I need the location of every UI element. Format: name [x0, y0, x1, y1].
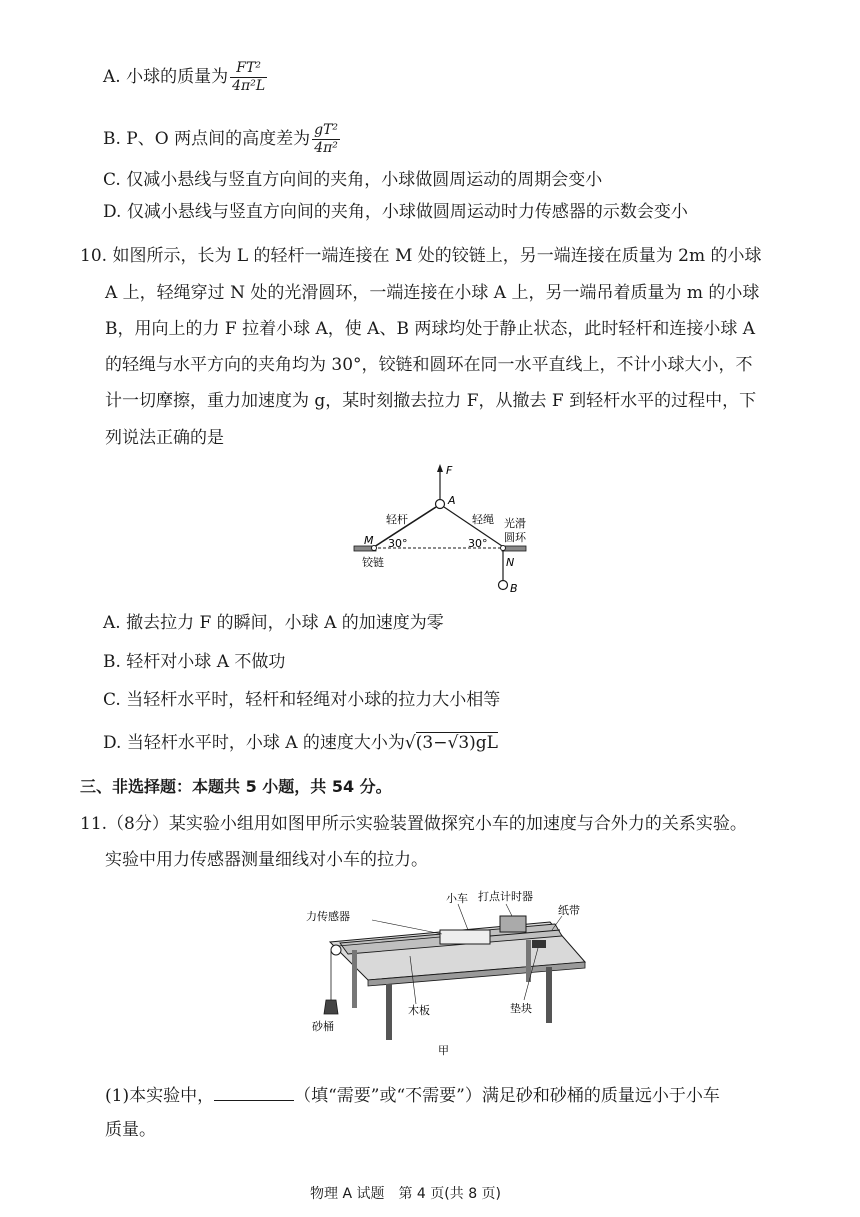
label-f: F	[446, 464, 453, 477]
q9-option-b-text: B. P、O 两点间的高度差为	[103, 129, 311, 149]
support-block	[532, 940, 546, 948]
q11-stem-line-2: 实验中用力传感器测量细线对小车的拉力。	[105, 850, 428, 870]
q10-stem-line-2: A 上，轻绳穿过 N 处的光滑圆环，一端连接在小球 A 上，另一端吊着质量为 m 的小球	[105, 283, 760, 303]
inner-sqrt-sign: √	[447, 733, 459, 753]
label-ring-1: 光滑	[504, 517, 526, 530]
q10-stem-line-6: 列说法正确的是	[105, 428, 224, 448]
q9-option-b	[103, 122, 342, 157]
q11-sub1-line-2: 质量。	[105, 1120, 156, 1140]
force-arrowhead	[437, 464, 443, 472]
q10-option-c: C. 当轻杆水平时，轻杆和轻绳对小球的拉力大小相等	[103, 690, 501, 710]
table-leg-front-right	[546, 967, 552, 1023]
label-angle-right: 30°	[468, 537, 488, 550]
label-block: 垫块	[510, 1002, 532, 1015]
label-a: A	[448, 494, 456, 507]
label-bucket: 砂桶	[312, 1020, 334, 1033]
sensor-pointer	[372, 920, 442, 934]
q9-option-a-fraction	[230, 60, 267, 95]
q9-option-d: D. 仅减小悬线与竖直方向间的夹角，小球做圆周运动时力传感器的示数会变小	[103, 202, 688, 222]
inner-radicand: 3	[458, 733, 470, 753]
q10-option-d	[103, 731, 498, 755]
sand-bucket	[324, 1000, 338, 1014]
q10-figure	[340, 460, 540, 600]
q10-option-b: B. 轻杆对小球 A 不做功	[103, 652, 286, 672]
radicand-part-c: )gL	[469, 733, 498, 753]
q10-stem-line-3: B，用向上的力 F 拉着小球 A，使 A、B 两球均处于静止状态，此时轻杆和连接小球 A	[105, 319, 756, 339]
table-leg-back-left	[352, 950, 357, 1008]
fraction-denominator: 4π²L	[232, 78, 266, 94]
label-m: M	[364, 534, 374, 547]
q9-option-a	[103, 60, 269, 95]
ball-b	[499, 581, 508, 590]
radicand-part-a: (3−	[415, 733, 448, 753]
ring-n	[501, 546, 506, 551]
q10-stem-line-1: 10. 如图所示，长为 L 的轻杆一端连接在 M 处的铰链上，另一端连接在质量为 2m 的小球	[80, 246, 762, 266]
q11-sub1-line-1	[105, 1082, 720, 1108]
timer-pointer	[506, 904, 512, 916]
answer-blank[interactable]	[214, 1082, 294, 1101]
ball-a	[436, 500, 445, 509]
label-b: B	[510, 582, 518, 595]
q10-stem-line-4: 的轻绳与水平方向的夹角均为 30°，铰链和圆环在同一水平直线上，不计小球大小，不	[105, 355, 753, 375]
q9-option-b-fraction	[312, 122, 340, 157]
label-sensor: 力传感器	[306, 910, 350, 923]
section-three-heading: 三、非选择题：本题共 5 小题，共 54 分。	[80, 777, 392, 796]
q11-sub1-rest: （填“需要”或“不需要”）满足砂和砂桶的质量远小于小车	[294, 1086, 720, 1106]
q11-figure	[300, 880, 600, 1060]
cart	[440, 930, 490, 944]
q10-stem-line-5: 计一切摩擦，重力加速度为 g，某时刻撤去拉力 F，从撤去 F 到轻杆水平的过程中，下	[105, 391, 757, 411]
label-rod: 轻杆	[386, 513, 408, 526]
pulley	[331, 945, 341, 955]
sqrt-sign: √	[404, 733, 416, 753]
label-board: 木板	[408, 1004, 430, 1017]
table-leg-front-left	[386, 984, 392, 1040]
label-car: 小车	[446, 892, 468, 905]
q9-option-a-text: A. 小球的质量为	[103, 67, 229, 87]
sqrt-radicand	[416, 732, 498, 753]
q10-option-d-text: D. 当轻杆水平时，小球 A 的速度大小为	[103, 733, 405, 753]
fraction-numerator: FT²	[236, 60, 261, 76]
label-tape: 纸带	[558, 904, 580, 917]
q9-option-c: C. 仅减小悬线与竖直方向间的夹角，小球做圆周运动的周期会变小	[103, 170, 603, 190]
page-footer: 物理 A 试题 第 4 页(共 8 页)	[310, 1186, 502, 1202]
fraction-denominator: 4π²	[314, 140, 338, 156]
ticker-timer	[500, 916, 526, 932]
q11-stem-line-1: 11.（8分）某实验小组用如图甲所示实验装置做探究小车的加速度与合外力的关系实验。	[80, 814, 747, 834]
figure-caption: 甲	[438, 1044, 449, 1057]
label-ring-2: 圆环	[504, 531, 526, 544]
label-timer: 打点计时器	[478, 890, 533, 903]
car-pointer	[458, 904, 468, 930]
label-rope: 轻绳	[472, 513, 494, 526]
q10-option-a: A. 撤去拉力 F 的瞬间，小球 A 的加速度为零	[103, 613, 444, 633]
fraction-numerator: gT²	[314, 122, 339, 138]
label-hinge: 铰链	[362, 556, 384, 569]
label-n: N	[506, 556, 515, 569]
label-angle-left: 30°	[388, 537, 408, 550]
q11-sub1-intro: (1)本实验中，	[105, 1086, 215, 1106]
